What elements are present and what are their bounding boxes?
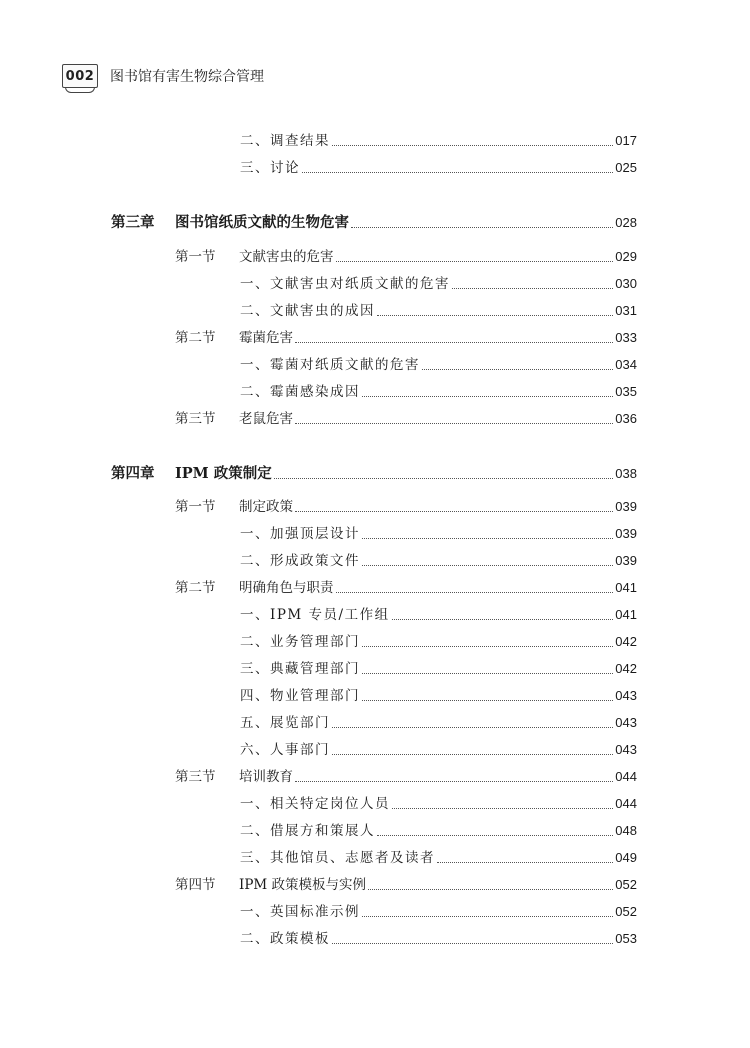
leader-dots: [295, 511, 613, 512]
toc-entry-label: [240, 741, 330, 759]
chapter-title: IPM 政策制定: [175, 465, 272, 482]
page-ref: 043: [615, 688, 637, 703]
toc-entry-label: [240, 633, 360, 651]
item-title: 二、政策模板: [240, 931, 330, 947]
page-ref: 041: [615, 607, 637, 622]
page-ref: 043: [615, 715, 637, 730]
chapter-title: 图书馆纸质文献的生物危害: [175, 214, 349, 231]
toc-entry-label: [175, 248, 334, 266]
section-number: 第三节: [175, 411, 216, 427]
section-number: 第二节: [175, 580, 216, 596]
toc-entry-label: [111, 465, 272, 483]
item-title: 一、霉菌对纸质文献的危害: [240, 357, 420, 373]
page-ref: 041: [615, 580, 637, 595]
toc-item-row[interactable]: [240, 818, 637, 840]
leader-dots: [295, 342, 613, 343]
item-title: 一、英国标准示例: [240, 904, 360, 920]
leader-dots: [274, 478, 614, 479]
item-title: 二、形成政策文件: [240, 553, 360, 569]
toc-entry-label: [240, 687, 360, 705]
toc-entry-label: [240, 552, 360, 570]
page-ref: 025: [615, 160, 637, 175]
toc-entry-label: [240, 849, 435, 867]
page-ref: 034: [615, 357, 637, 372]
toc-entry-label: [175, 768, 293, 786]
toc-item-row[interactable]: [240, 352, 637, 374]
toc-item-row[interactable]: [240, 845, 637, 867]
page-ref: 052: [615, 877, 637, 892]
section-title: 制定政策: [239, 499, 293, 515]
toc-entry-label: [240, 132, 330, 150]
page-ref: 044: [615, 796, 637, 811]
page-ref: 042: [615, 634, 637, 649]
page-ref: 017: [615, 133, 637, 148]
leader-dots: [362, 396, 613, 397]
item-title: 三、典藏管理部门: [240, 661, 360, 677]
toc-item-row[interactable]: [240, 683, 637, 705]
leader-dots: [302, 172, 613, 173]
item-title: 五、展览部门: [240, 715, 330, 731]
leader-dots: [336, 592, 614, 593]
page-number: 002: [65, 68, 95, 84]
toc-item-row[interactable]: [240, 710, 637, 732]
toc-section-row[interactable]: [175, 325, 637, 347]
leader-dots: [332, 145, 613, 146]
leader-dots: [332, 943, 613, 944]
item-title: 六、人事部门: [240, 742, 330, 758]
page-ref: 049: [615, 850, 637, 865]
leader-dots: [437, 862, 613, 863]
section-number: 第三节: [175, 769, 216, 785]
toc-item-row[interactable]: [240, 899, 637, 921]
toc-entry-label: [240, 660, 360, 678]
section-title: 培训教育: [239, 769, 293, 785]
leader-dots: [452, 288, 613, 289]
leader-dots: [362, 700, 613, 701]
toc-item-row[interactable]: [240, 926, 637, 948]
leader-dots: [332, 754, 613, 755]
toc-entry-label: [175, 579, 334, 597]
leader-dots: [362, 916, 613, 917]
page-ref: 052: [615, 904, 637, 919]
toc-section-row[interactable]: [175, 872, 637, 894]
section-number: 第一节: [175, 499, 216, 515]
leader-dots: [392, 619, 614, 620]
page-ref: 030: [615, 276, 637, 291]
toc-item-row[interactable]: [240, 155, 637, 177]
leader-dots: [332, 727, 613, 728]
page-ref: 033: [615, 330, 637, 345]
leader-dots: [422, 369, 613, 370]
page-ref: 053: [615, 931, 637, 946]
chapter-number: 第四章: [111, 465, 155, 482]
leader-dots: [377, 835, 613, 836]
leader-dots: [362, 646, 613, 647]
toc-section-row[interactable]: [175, 406, 637, 428]
toc-item-row[interactable]: [240, 737, 637, 759]
toc-chapter-row[interactable]: [111, 461, 637, 483]
toc-entry-label: [175, 410, 293, 428]
toc-entry-label: [240, 714, 330, 732]
item-title: 二、业务管理部门: [240, 634, 360, 650]
chapter-number: 第三章: [111, 214, 155, 231]
toc-entry-label: [240, 159, 300, 177]
toc-entry-label: [240, 903, 360, 921]
toc-section-row[interactable]: [175, 575, 637, 597]
page-ref: 044: [615, 769, 637, 784]
toc-chapter-row[interactable]: [111, 210, 637, 232]
item-title: 二、文献害虫的成因: [240, 303, 375, 319]
leader-dots: [368, 889, 613, 890]
toc-entry-label: [240, 795, 390, 813]
toc-entry-label: [240, 383, 360, 401]
leader-dots: [362, 673, 613, 674]
toc-item-row[interactable]: [240, 298, 637, 320]
item-title: 二、借展方和策展人: [240, 823, 375, 839]
toc-entry-label: [111, 214, 349, 232]
leader-dots: [362, 565, 613, 566]
leader-dots: [295, 423, 613, 424]
section-number: 第一节: [175, 249, 216, 265]
page-ref: 039: [615, 526, 637, 541]
page-ref: 029: [615, 249, 637, 264]
leader-dots: [362, 538, 613, 539]
item-title: 一、IPM 专员/工作组: [240, 607, 390, 623]
toc-entry-label: [240, 275, 450, 293]
toc-section-row[interactable]: [175, 494, 637, 516]
leader-dots: [392, 808, 613, 809]
toc-entry-label: [240, 930, 330, 948]
section-title: 文献害虫的危害: [239, 249, 334, 265]
item-title: 四、物业管理部门: [240, 688, 360, 704]
toc-item-row[interactable]: [240, 271, 637, 293]
toc-section-row[interactable]: [175, 244, 637, 266]
toc-entry-label: [175, 329, 293, 347]
toc-item-row[interactable]: [240, 791, 637, 813]
toc-item-row[interactable]: [240, 379, 637, 401]
toc-item-row[interactable]: [240, 629, 637, 651]
toc-item-row[interactable]: [240, 548, 637, 570]
item-title: 二、霉菌感染成因: [240, 384, 360, 400]
book-title: 图书馆有害生物综合管理: [110, 69, 264, 85]
page-ref: 038: [615, 466, 637, 481]
page-ref: 035: [615, 384, 637, 399]
page-ref: 028: [615, 215, 637, 230]
toc-entry-label: [240, 822, 375, 840]
toc-entry-label: [240, 525, 360, 543]
toc-entry-label: [240, 606, 390, 624]
item-title: 二、调查结果: [240, 133, 330, 149]
page-ref: 036: [615, 411, 637, 426]
leader-dots: [351, 227, 613, 228]
toc-item-row[interactable]: [240, 521, 637, 543]
page-ref: 039: [615, 553, 637, 568]
section-title: 老鼠危害: [239, 411, 293, 427]
page-ref: 039: [615, 499, 637, 514]
item-title: 三、其他馆员、志愿者及读者: [240, 850, 435, 866]
page-ref: 031: [615, 303, 637, 318]
page-ref: 042: [615, 661, 637, 676]
section-number: 第二节: [175, 330, 216, 346]
toc-item-row[interactable]: [240, 602, 637, 624]
item-title: 三、讨论: [240, 160, 300, 176]
toc-item-row[interactable]: [240, 128, 637, 150]
leader-dots: [377, 315, 613, 316]
toc-entry-label: [175, 498, 293, 516]
section-number: 第四节: [175, 877, 216, 893]
leader-dots: [295, 781, 613, 782]
item-title: 一、相关特定岗位人员: [240, 796, 390, 812]
page-ref: 043: [615, 742, 637, 757]
section-title: IPM 政策模板与实例: [239, 877, 367, 893]
page-ref: 048: [615, 823, 637, 838]
toc-entry-label: [240, 356, 420, 374]
leader-dots: [336, 261, 614, 262]
item-title: 一、文献害虫对纸质文献的危害: [240, 276, 450, 292]
item-title: 一、加强顶层设计: [240, 526, 360, 542]
section-title: 霉菌危害: [239, 330, 293, 346]
toc-entry-label: [240, 302, 375, 320]
toc-section-row[interactable]: [175, 764, 637, 786]
toc-entry-label: [175, 876, 366, 894]
toc-item-row[interactable]: [240, 656, 637, 678]
section-title: 明确角色与职责: [239, 580, 334, 596]
